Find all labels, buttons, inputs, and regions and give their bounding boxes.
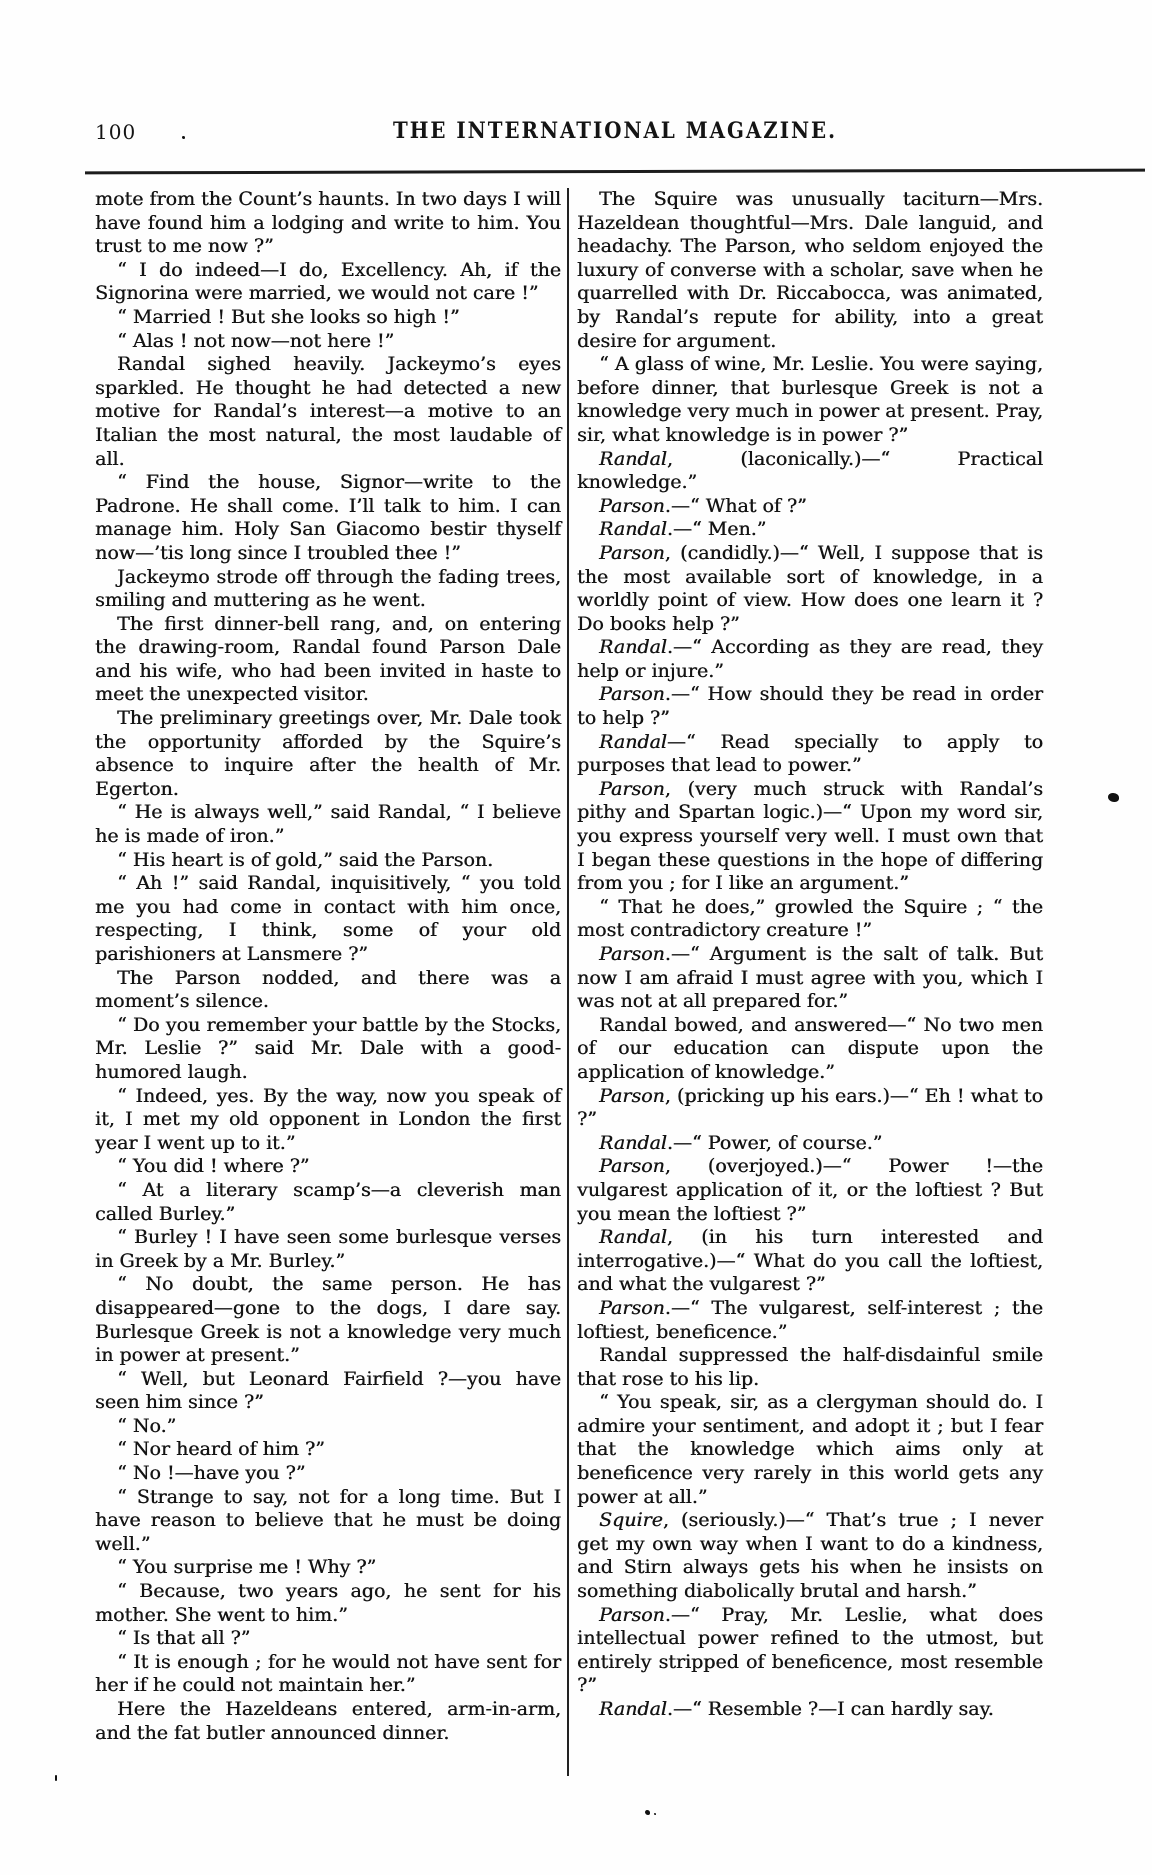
paragraph: “ It is enough ; for he would not have sent for her if he could not maintain her.” — [95, 1650, 561, 1697]
page-header — [85, 116, 1145, 152]
speaker-name: Randal — [599, 1698, 667, 1720]
paragraph: The Parson nodded, and there was a moment’s silence. — [95, 966, 561, 1013]
paragraph: Randal—“ Read specially to apply to purposes that lead to power.” — [577, 730, 1043, 777]
paragraph: “ Because, two years ago, he sent for his mother. She went to him.” — [95, 1580, 561, 1626]
paragraph: Here the Hazeldeans entered, arm-in-arm, and the fat butler announced dinner. — [95, 1698, 561, 1744]
paragraph: “ At a literary scamp’s—a cleverish man called Burley.” — [95, 1178, 561, 1225]
paragraph: Parson, (very much struck with Randal’s pithy and Spartan logic.)—“ Upon my word sir, you express yourself very well. I must own that I began these questions in the hope of differing from you ; for I like an argument.” — [577, 777, 1043, 895]
speaker-name: Randal — [599, 636, 667, 659]
paragraph: “ Do you remember your battle by the Stocks, Mr. Leslie ?” said Mr. Dale with a good-humored laugh. — [95, 1013, 561, 1083]
paragraph: The Squire was unusually taciturn—Mrs. Hazeldean thoughtful—Mrs. Dale languid, and headachy. The Parson, who seldom enjoyed the luxury of converse with a scholar, save when he quarrelled with Dr. Riccabocca, was animated, by Randal’s repute for ability, into a great desire for argument. — [577, 188, 1043, 352]
paragraph: “ A glass of wine, Mr. Leslie. You were saying, before dinner, that burlesque Greek is not a knowledge very much in power at present. Pray, sir, what knowledge is in power ?” — [577, 353, 1043, 446]
paragraph: “ Ah !” said Randal, inquisitively, “ you told me you had come in contact with him once, respecting, I think, some of your old parishioners at Lansmere ?” — [95, 872, 561, 965]
paragraph: Squire, (seriously.)—“ That’s true ; I never get my own way when I want to do a kindness, and Stirn always gets his when he insists on something diabolically brutal and harsh.” — [577, 1509, 1043, 1603]
paragraph: Jackeymo strode off through the fading trees, smiling and muttering as he went. — [95, 565, 561, 612]
ink-speck — [654, 1813, 656, 1815]
paragraph: “ He is always well,” said Randal, “ I believe he is made of iron.” — [95, 801, 561, 848]
ink-speck — [1108, 793, 1119, 802]
paragraph: Parson, (candidly.)—“ Well, I suppose that is the most available sort of knowledge, in a worldly point of view. How does one learn it ? Do books help ?” — [577, 541, 1043, 635]
paragraph: Randal bowed, and answered—“ No two men of our education can dispute upon the application of knowledge.” — [577, 1013, 1043, 1083]
paragraph: “ Burley ! I have seen some burlesque verses in Greek by a Mr. Burley.” — [95, 1226, 561, 1272]
speaker-name: Parson — [599, 777, 665, 800]
paragraph: Parson.—“ Argument is the salt of talk. But now I am afraid I must agree with you, which I was not at all prepared for.” — [577, 943, 1043, 1013]
left-column — [95, 188, 561, 1776]
paragraph: Parson.—“ The vulgarest, self-interest ; the loftiest, beneficence.” — [577, 1296, 1043, 1343]
paragraph: The preliminary greetings over, Mr. Dale took the opportunity afforded by the Squire’s absence to inquire after the health of Mr. Egerton. — [95, 707, 561, 800]
paragraph: Randal.—“ Men.” — [599, 518, 767, 541]
header-rule — [85, 169, 1145, 175]
paragraph: “ Married ! But she looks so high !” — [117, 305, 460, 328]
paragraph: mote from the Count’s haunts. In two days I will have found him a lodging and write to him. You trust to me now ?” — [95, 188, 561, 258]
paragraph: “ Strange to say, not for a long time. But I have reason to believe that he must be doing well.” — [95, 1485, 561, 1555]
speaker-name: Randal — [599, 1131, 667, 1154]
paragraph: “ His heart is of gold,” said the Parson. — [117, 848, 494, 871]
page-number: 100 — [95, 120, 137, 144]
speaker-name: Parson — [599, 943, 665, 965]
paragraph: “ Is that all ?” — [117, 1627, 251, 1650]
column-divider — [567, 188, 569, 1776]
speaker-name: Randal — [599, 730, 667, 753]
ink-speck — [182, 136, 185, 139]
speaker-name: Parson — [599, 1603, 665, 1626]
paragraph: “ Alas ! not now—not here !” — [117, 329, 395, 352]
paragraph: “ You surprise me ! Why ?” — [117, 1556, 377, 1579]
ink-speck — [645, 1810, 650, 1815]
paragraph: Randal, (laconically.)—“ Practical knowledge.” — [577, 447, 1043, 494]
speaker-name: Randal — [599, 1226, 667, 1249]
paragraph: Parson, (overjoyed.)—“ Power !—the vulgarest application of it, or the loftiest ? But you mean the loftiest ?” — [577, 1155, 1043, 1225]
speaker-name: Squire — [599, 1509, 663, 1532]
paragraph: The first dinner-bell rang, and, on entering the drawing-room, Randal found Parson Dale and his wife, who had been invited in haste to meet the unexpected visitor. — [95, 612, 561, 706]
paragraph: Parson.—“ What of ?” — [599, 494, 807, 517]
paragraph: Parson, (pricking up his ears.)—“ Eh ! what to ?” — [577, 1084, 1043, 1131]
paragraph: “ Indeed, yes. By the way, now you speak of it, I met my old opponent in London the first year I went up to it.” — [95, 1084, 561, 1154]
page-title: THE INTERNATIONAL MAGAZINE. — [392, 118, 838, 144]
paragraph: Parson.—“ Pray, Mr. Leslie, what does intellectual power refined to the utmost, but entirely stripped of beneficence, most resemble ?” — [577, 1603, 1043, 1697]
paragraph: “ You speak, sir, as a clergyman should do. I admire your sentiment, and adopt it ; but I fear that the knowledge which aims only at beneficence very rarely in this world gets any power at all.” — [577, 1391, 1043, 1508]
page-content — [95, 188, 1043, 1776]
speaker-name: Parson — [599, 1155, 665, 1178]
ink-speck — [55, 1775, 57, 1781]
speaker-name: Randal — [599, 518, 667, 541]
speaker-name: Parson — [599, 1084, 665, 1107]
paragraph: “ I do indeed—I do, Excellency. Ah, if the Signorina were married, we would not care !” — [95, 258, 561, 305]
paragraph: Randal, (in his turn interested and interrogative.)—“ What do you call the loftiest, and what the vulgarest ?” — [577, 1226, 1043, 1296]
paragraph: “ Well, but Leonard Fairfield ?—you have seen him since ?” — [95, 1367, 561, 1414]
paragraph: “ That he does,” growled the Squire ; “ the most contradictory creature !” — [577, 895, 1043, 942]
paragraph: “ No doubt, the same person. He has disappeared—gone to the dogs, I dare say. Burlesque Greek is not a knowledge very much in power at present.” — [95, 1273, 561, 1367]
speaker-name: Parson — [599, 494, 665, 517]
paragraph: “ You did ! where ?” — [117, 1155, 310, 1178]
right-column — [577, 188, 1043, 1776]
paragraph: Randal sighed heavily. Jackeymo’s eyes sparkled. He thought he had detected a new motive for Randal’s interest—a motive to an Italian the most natural, the most laudable of all. — [95, 353, 561, 470]
paragraph: Randal.—“ Resemble ?—I can hardly say. — [599, 1698, 994, 1720]
speaker-name: Parson — [599, 1296, 665, 1319]
speaker-name: Randal — [599, 447, 667, 470]
speaker-name: Parson — [599, 541, 665, 564]
speaker-name: Parson — [599, 683, 665, 706]
paragraph: Parson.—“ How should they be read in order to help ?” — [577, 683, 1043, 730]
paragraph: Randal.—“ Power, of course.” — [599, 1131, 883, 1154]
paragraph: Randal.—“ According as they are read, they help or injure.” — [577, 636, 1043, 682]
paragraph: “ No.” — [117, 1414, 177, 1437]
paragraph: Randal suppressed the half-disdainful smile that rose to his lip. — [577, 1344, 1043, 1390]
paragraph: “ Nor heard of him ?” — [117, 1438, 325, 1461]
paragraph: “ Find the house, Signor—write to the Padrone. He shall come. I’ll talk to him. I can manage him. Holy San Giacomo bestir thyself now—’tis long since I troubled thee !” — [95, 471, 561, 564]
paragraph: “ No !—have you ?” — [117, 1462, 306, 1485]
